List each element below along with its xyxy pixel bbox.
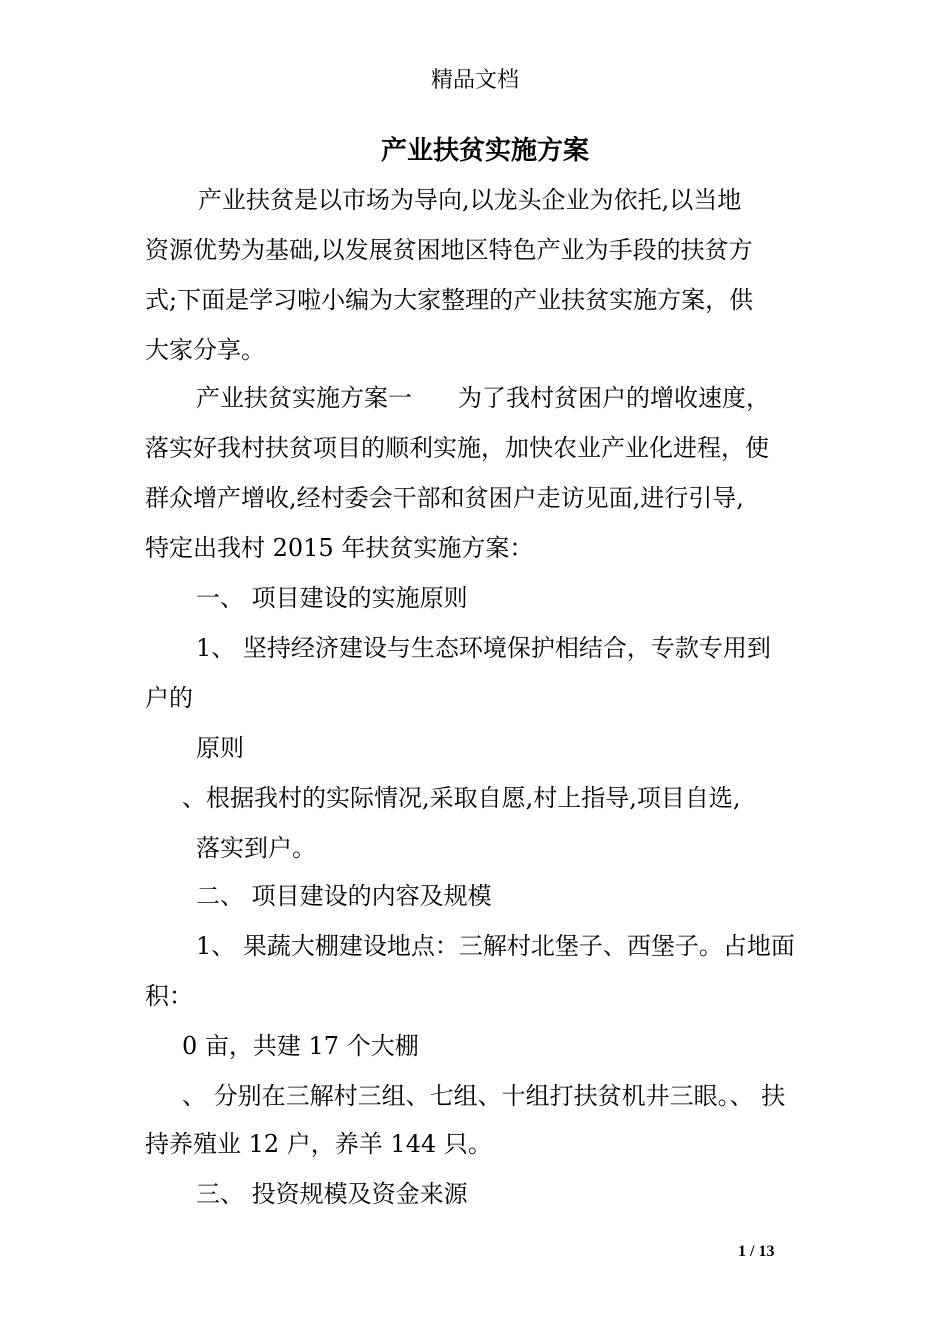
list-item-continuation: 积： [145, 982, 193, 1010]
list-item-continuation: 户的 [145, 684, 193, 712]
paragraph-line: 资源优势为基础,以发展贫困地区特色产业为手段的扶贫方 [145, 236, 753, 264]
paragraph-line: 0 亩，共建 17 个大棚 [182, 1032, 419, 1060]
paragraph-line: 式;下面是学习啦小编为大家整理的产业扶贫实施方案，供 [145, 286, 754, 314]
paragraph-line: 产业扶贫是以市场为导向,以龙头企业为依托,以当地 [198, 186, 742, 214]
page-header: 精品文档 [430, 68, 519, 93]
list-item-continuation: 持养殖业 12 户，养羊 144 只。 [145, 1130, 492, 1158]
section-heading-line [196, 383, 770, 413]
paragraph-line: 落实到户。 [196, 834, 316, 862]
list-heading: 一、 项目建设的实施原则 [196, 584, 468, 612]
list-heading: 二、 项目建设的内容及规模 [196, 882, 492, 910]
paragraph-line: 大家分享。 [145, 336, 265, 364]
list-item: 、根据我村的实际情况,采取自愿,村上指导,项目自选, [182, 784, 741, 812]
page-number: 1 / 13 [738, 1243, 775, 1260]
paragraph-text: 为了我村贫困户的增收速度， [458, 384, 770, 412]
paragraph-line: 原则 [196, 734, 244, 762]
paragraph-line: 群众增产增收,经村委会干部和贫困户走访见面,进行引导, [145, 484, 744, 512]
section-heading: 产业扶贫实施方案一 [196, 384, 412, 412]
list-item: 、 分别在三解村三组、七组、十组打扶贫机井三眼。、 扶 [182, 1082, 786, 1110]
paragraph-line: 特定出我村 2015 年扶贫实施方案： [145, 534, 534, 562]
list-item: 1、 坚持经济建设与生态环境保护相结合，专款专用到 [196, 634, 771, 662]
list-heading: 三、 投资规模及资金来源 [196, 1180, 468, 1208]
document-title: 产业扶贫实施方案 [380, 136, 589, 166]
paragraph-line: 落实好我村扶贫项目的顺利实施，加快农业产业化进程，使 [145, 434, 769, 462]
list-item: 1、 果蔬大棚建设地点：三解村北堡子、西堡子。占地面 [196, 932, 795, 960]
